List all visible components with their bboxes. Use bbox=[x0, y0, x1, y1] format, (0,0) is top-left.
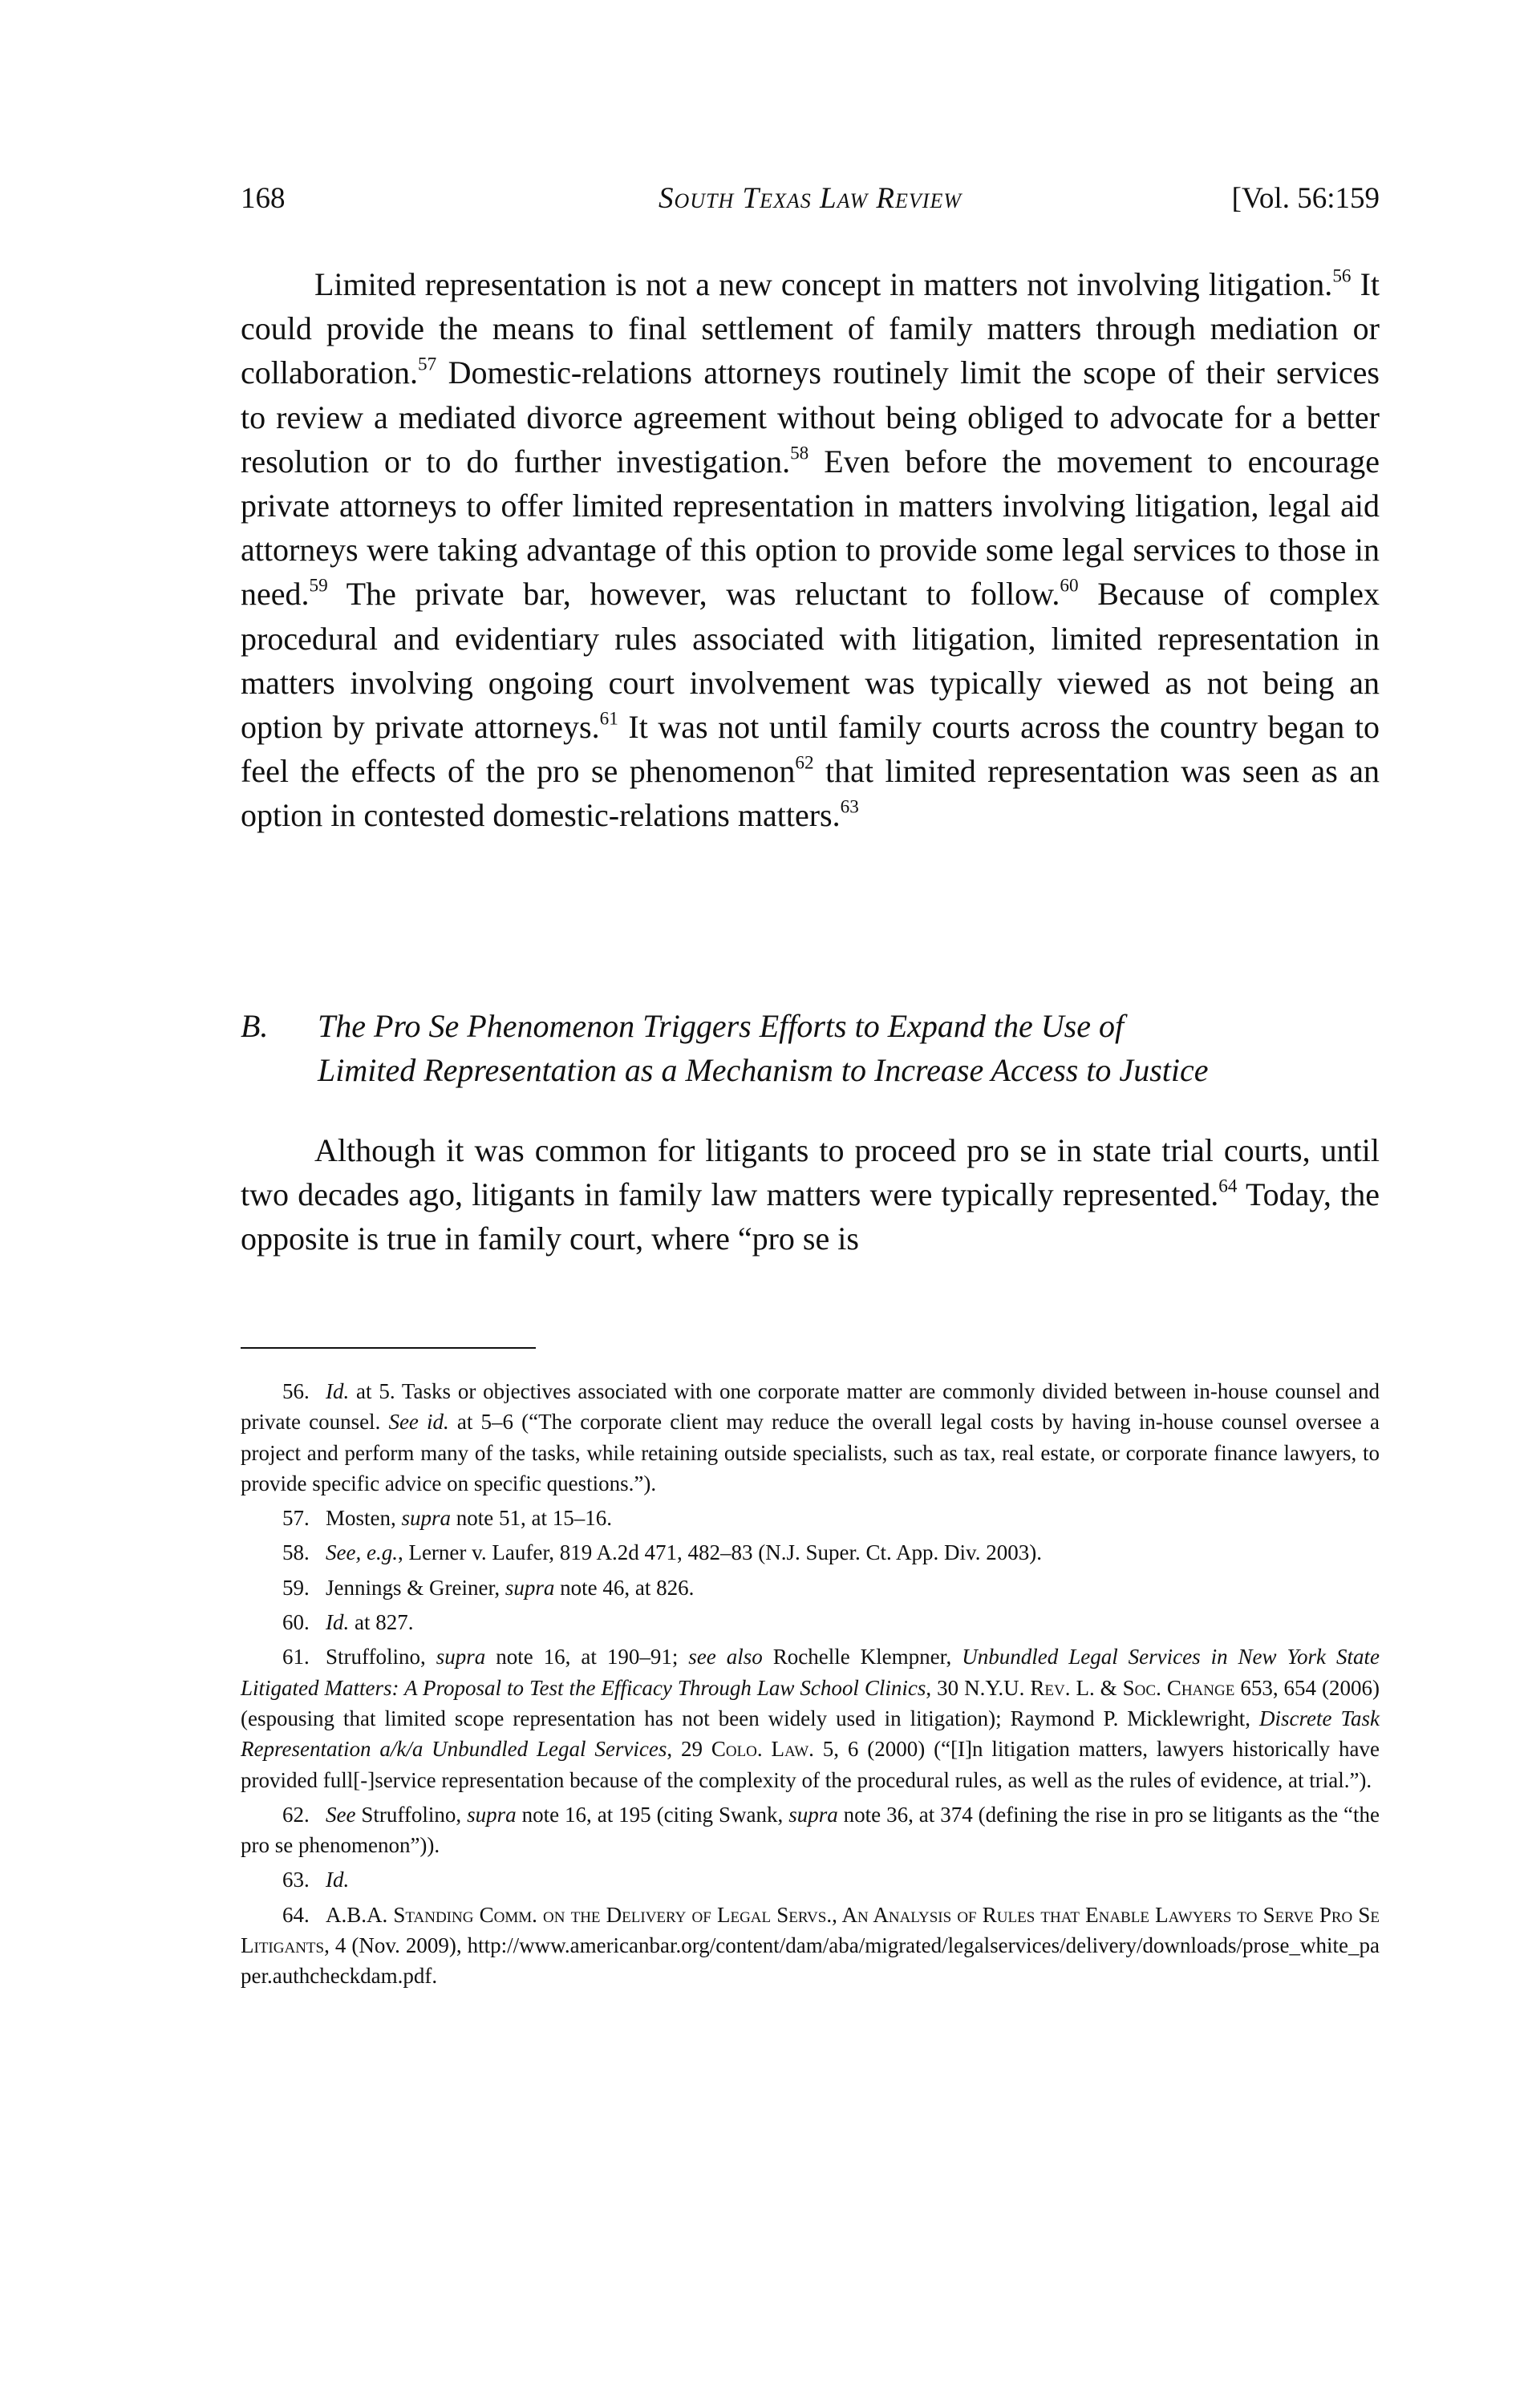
text-run: Today, the opposite is true in family court, where “pro se is bbox=[241, 1176, 1380, 1257]
footnote-62 bbox=[241, 1799, 1380, 1861]
journal-title: South Texas Law Review bbox=[659, 182, 962, 215]
text-run: , Lerner v. Laufer, 819 A.2d 471, 482–83 (N.J. Super. Ct. App. Div. 2003). bbox=[397, 1540, 1043, 1565]
text-run: Id. bbox=[326, 1379, 350, 1403]
footnote-58 bbox=[241, 1537, 1380, 1568]
text-run: Struffolino, bbox=[326, 1645, 436, 1669]
text-run: Id. bbox=[326, 1610, 350, 1635]
footnote-number: 63. bbox=[282, 1868, 310, 1892]
text-run: , 30 bbox=[926, 1675, 965, 1700]
paragraph bbox=[241, 262, 1380, 838]
footnote-ref: 57 bbox=[418, 354, 437, 375]
footnote-ref: 64 bbox=[1218, 1176, 1238, 1197]
text-run: supra bbox=[788, 1802, 838, 1827]
text-run: note 46, at 826. bbox=[554, 1575, 695, 1600]
text-run: 5, 6 (2000) (“[I]n litigation matters, lawyers historically have provided full[-]service representation because of the complexity of the procedural rules, as well as the rules of evidence, at trial.”). bbox=[241, 1737, 1380, 1792]
footnote-number: 56. bbox=[282, 1379, 310, 1403]
source-url-link[interactable]: http://www.americanbar.org/content/dam/aba/migrated/legalservices/delivery/downloads/prose_white_paper.authcheckdam.pdf bbox=[241, 1933, 1380, 1989]
text-run: Limited representation is not a new concept in matters not involving litigation. bbox=[314, 266, 1333, 302]
text-run: 653, 654 (2006) (espousing that limited scope representation has not been widely used in litigation); Raymond P. Micklewright, bbox=[241, 1675, 1380, 1730]
footnote-63 bbox=[241, 1864, 1380, 1895]
footnote-number: 64. bbox=[282, 1902, 310, 1927]
text-run: Because of complex procedural and evidentiary rules associated with litigation, limited representation in matters involving ongoing court involvement was typically viewed as not being an option by private attorneys. bbox=[241, 576, 1380, 746]
footnote-number: 61. bbox=[282, 1645, 310, 1669]
section-heading bbox=[241, 1004, 1380, 1092]
footnote-64 bbox=[241, 1900, 1380, 1992]
footnote-ref: 59 bbox=[309, 575, 328, 597]
text-run: N.Y.U. Rev. L. & Soc. Change bbox=[964, 1675, 1235, 1700]
text-run: Even before the movement to encourage private attorneys to offer limited representation in matters involving litigation, legal aid attorneys were taking advantage of this option to provide some legal services to those in need. bbox=[241, 443, 1380, 613]
text-run: Mosten, bbox=[326, 1506, 402, 1531]
footnote-57 bbox=[241, 1503, 1380, 1533]
footnote-number: 59. bbox=[282, 1575, 310, 1600]
footnote-ref: 61 bbox=[599, 708, 618, 730]
text-run: supra bbox=[436, 1645, 486, 1669]
text-run: Unbundled Legal Services in New York State Litigated Matters: A Proposal to Test the Efficacy Through Law School Clinics bbox=[241, 1645, 1380, 1700]
footnote-number: 58. bbox=[282, 1540, 310, 1565]
text-run: , 29 bbox=[667, 1737, 711, 1762]
section-title-line-1: The Pro Se Phenomenon Triggers Efforts to Expand the Use of bbox=[318, 1008, 1125, 1044]
text-run: Discrete Task Representation a/k/a Unbundled Legal Services bbox=[241, 1706, 1380, 1762]
text-run: supra bbox=[505, 1575, 555, 1600]
text-run: See bbox=[326, 1802, 356, 1827]
text-run: see also bbox=[688, 1645, 763, 1669]
footnotes bbox=[241, 1376, 1380, 1996]
footnote-ref: 56 bbox=[1332, 265, 1352, 287]
text-run: note 16, at 195 (citing Swank, bbox=[516, 1802, 789, 1827]
text-run: at 5–6 (“The corporate client may reduce the overall legal costs by having in-house counsel oversee a project and perform many of the tasks, while retaining outside specialists, such as tax, real estate, or corporate finance lawyers, to provide specific advice on specific questions.”). bbox=[241, 1410, 1380, 1495]
text-run: . bbox=[432, 1964, 438, 1989]
text-run: A.B.A. Standing Comm. on the Delivery of Legal Servs., An Analysis of Rules that Enable Lawyers to Serve Pro Se Litigants bbox=[241, 1902, 1380, 1958]
footnote-ref: 63 bbox=[840, 796, 859, 818]
text-run: that limited representation was seen as an option in contested domestic-relations matters. bbox=[241, 753, 1380, 834]
text-run: Although it was common for litigants to proceed pro se in state trial courts, until two decades ago, litigants in family law matters were typically represented. bbox=[241, 1132, 1380, 1213]
footnote-ref: 60 bbox=[1060, 575, 1079, 597]
text-run: supra bbox=[401, 1506, 452, 1531]
text-run: It could provide the means to final settlement of family matters through mediation or collaboration. bbox=[241, 266, 1380, 391]
text-run: Jennings & Greiner, bbox=[326, 1575, 505, 1600]
text-run: Domestic-relations attorneys routinely limit the scope of their services to review a mediated divorce agreement without being obliged to advocate for a better resolution or to do further investigation. bbox=[241, 354, 1380, 480]
text-run: Rochelle Klempner, bbox=[762, 1645, 962, 1669]
text-run: The private bar, however, was reluctant to follow. bbox=[327, 576, 1060, 613]
text-run: note 16, at 190–91; bbox=[485, 1645, 689, 1669]
footnote-separator bbox=[241, 1347, 536, 1349]
body-paragraph-1 bbox=[241, 262, 1380, 838]
footnote-number: 60. bbox=[282, 1610, 310, 1635]
footnote-number: 62. bbox=[282, 1802, 310, 1827]
text-run: note 51, at 15–16. bbox=[451, 1506, 612, 1531]
footnote-59 bbox=[241, 1572, 1380, 1603]
section-letter: B. bbox=[241, 1008, 269, 1044]
footnote-56 bbox=[241, 1376, 1380, 1499]
text-run: , 4 (Nov. 2009), bbox=[324, 1933, 468, 1958]
text-run: See id. bbox=[388, 1410, 449, 1435]
page-number: 168 bbox=[241, 182, 286, 215]
text-run: supra bbox=[467, 1802, 517, 1827]
paragraph bbox=[241, 1128, 1380, 1261]
text-run: Colo. Law. bbox=[711, 1737, 814, 1762]
footnote-number: 57. bbox=[282, 1506, 310, 1531]
text-run: Id. bbox=[326, 1868, 350, 1892]
footnote-ref: 62 bbox=[795, 752, 814, 774]
running-head bbox=[241, 181, 1380, 229]
section-title-line-2: Limited Representation as a Mechanism to Increase Access to Justice bbox=[318, 1052, 1209, 1088]
volume-citation: [Vol. 56:159 bbox=[1231, 182, 1380, 215]
text-run: Struffolino, bbox=[355, 1802, 468, 1827]
text-run: at 827. bbox=[349, 1610, 414, 1635]
text-run: It was not until family courts across the country began to feel the effects of the pro se phenomenon bbox=[241, 709, 1380, 790]
text-run: at 5. Tasks or objectives associated with one corporate matter are commonly divided between in-house counsel and private counsel. bbox=[241, 1379, 1380, 1435]
footnote-61 bbox=[241, 1641, 1380, 1795]
body-paragraph-2 bbox=[241, 1128, 1380, 1261]
text-run: See, e.g. bbox=[326, 1540, 398, 1565]
footnote-60 bbox=[241, 1607, 1380, 1637]
footnote-ref: 58 bbox=[790, 443, 809, 464]
text-run: note 36, at 374 (defining the rise in pro se litigants as the “the pro se phenomenon”)). bbox=[241, 1802, 1380, 1858]
